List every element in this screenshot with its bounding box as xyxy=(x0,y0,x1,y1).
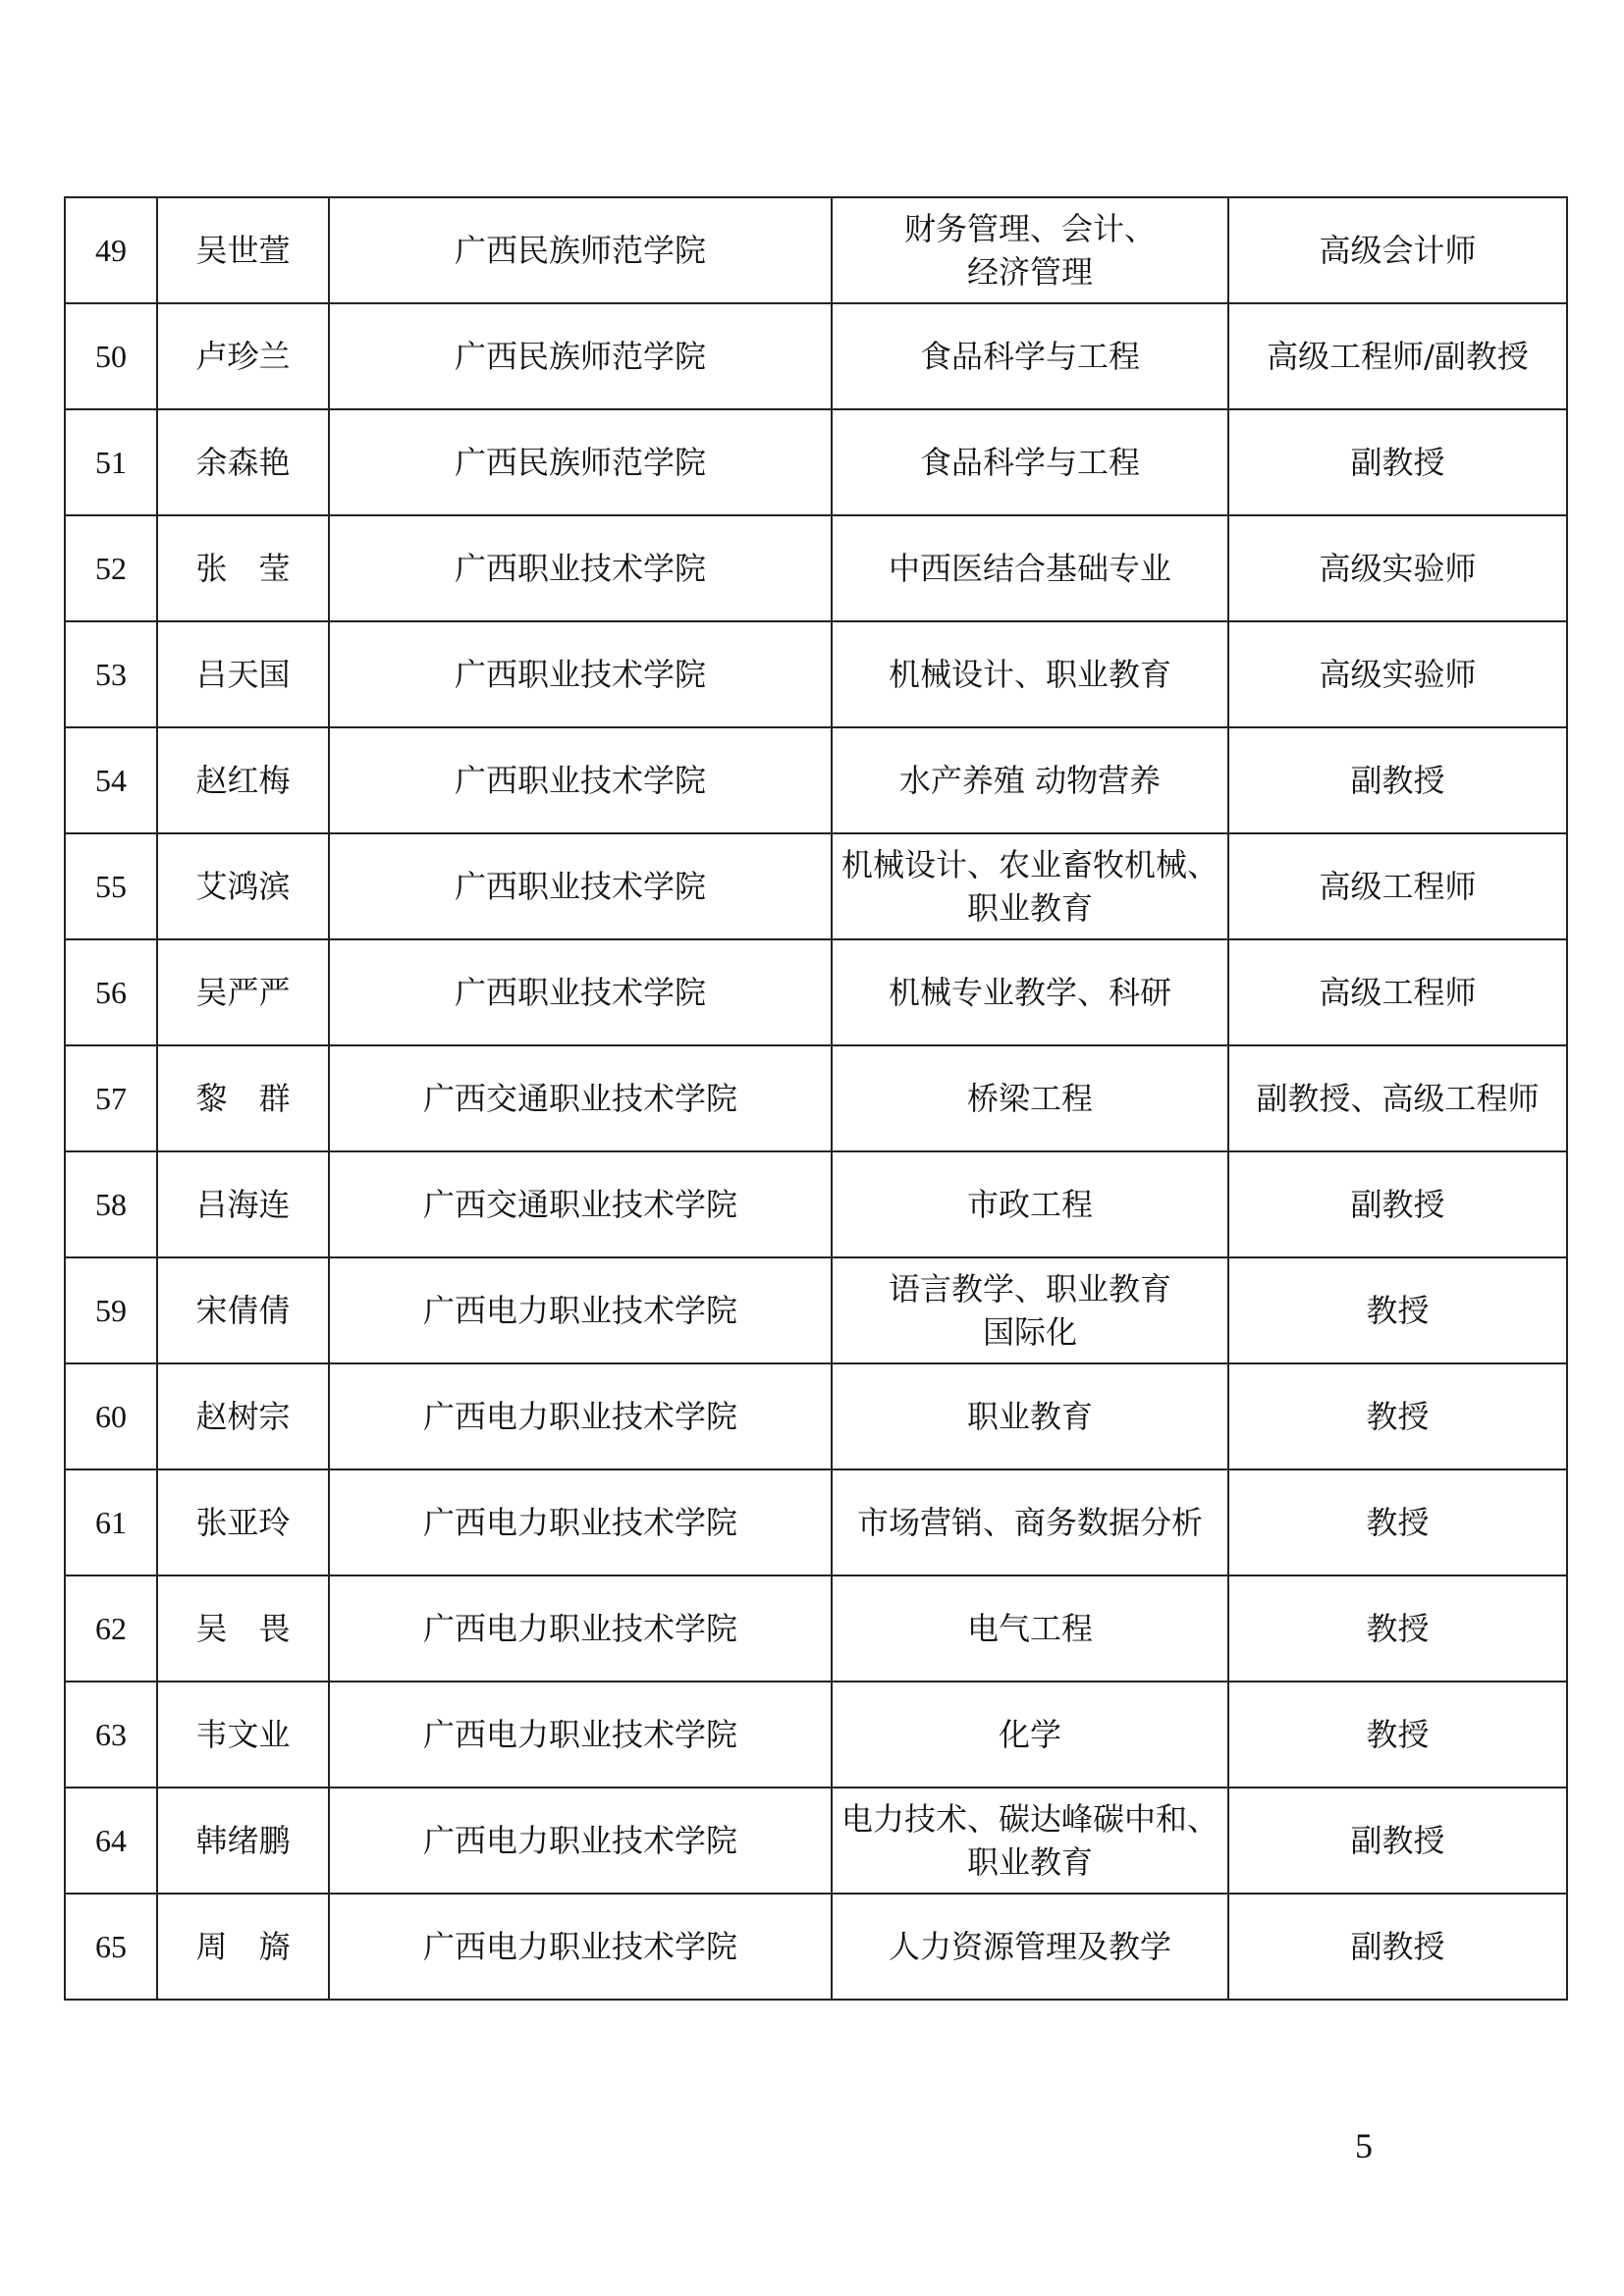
cell-specialty: 人力资源管理及教学 xyxy=(832,1894,1228,2000)
table-row xyxy=(65,621,1567,727)
cell-specialty: 电力技术、碳达峰碳中和、 职业教育 xyxy=(832,1788,1228,1894)
table-row xyxy=(65,1469,1567,1575)
cell-title: 高级会计师 xyxy=(1228,197,1567,303)
cell-number: 54 xyxy=(65,727,157,833)
table-row xyxy=(65,1363,1567,1469)
page-number: 5 xyxy=(1355,2126,1373,2165)
cell-specialty: 电气工程 xyxy=(832,1575,1228,1682)
cell-title: 教授 xyxy=(1228,1257,1567,1363)
cell-title: 高级工程师/副教授 xyxy=(1228,303,1567,409)
table-row xyxy=(65,1682,1567,1788)
table-row xyxy=(65,197,1567,303)
cell-specialty: 财务管理、会计、 经济管理 xyxy=(832,197,1228,303)
cell-specialty: 职业教育 xyxy=(832,1363,1228,1469)
cell-institution: 广西交通职业技术学院 xyxy=(329,1151,832,1257)
cell-number: 57 xyxy=(65,1045,157,1151)
cell-title: 副教授 xyxy=(1228,1788,1567,1894)
cell-name: 宋倩倩 xyxy=(157,1257,329,1363)
cell-title: 副教授 xyxy=(1228,409,1567,515)
cell-name: 韩绪鹏 xyxy=(157,1788,329,1894)
cell-specialty: 水产养殖 动物营养 xyxy=(832,727,1228,833)
table-row xyxy=(65,727,1567,833)
cell-institution: 广西民族师范学院 xyxy=(329,409,832,515)
cell-institution: 广西职业技术学院 xyxy=(329,833,832,939)
cell-specialty: 语言教学、职业教育 国际化 xyxy=(832,1257,1228,1363)
cell-name: 余森艳 xyxy=(157,409,329,515)
cell-number: 60 xyxy=(65,1363,157,1469)
cell-specialty: 桥梁工程 xyxy=(832,1045,1228,1151)
cell-institution: 广西电力职业技术学院 xyxy=(329,1788,832,1894)
cell-number: 63 xyxy=(65,1682,157,1788)
cell-institution: 广西交通职业技术学院 xyxy=(329,1045,832,1151)
cell-specialty: 食品科学与工程 xyxy=(832,409,1228,515)
cell-title: 副教授、高级工程师 xyxy=(1228,1045,1567,1151)
cell-specialty: 机械专业教学、科研 xyxy=(832,939,1228,1045)
cell-number: 65 xyxy=(65,1894,157,2000)
cell-name: 赵树宗 xyxy=(157,1363,329,1469)
cell-name: 张 莹 xyxy=(157,515,329,621)
cell-title: 副教授 xyxy=(1228,1151,1567,1257)
cell-number: 52 xyxy=(65,515,157,621)
cell-institution: 广西电力职业技术学院 xyxy=(329,1894,832,2000)
cell-title: 教授 xyxy=(1228,1682,1567,1788)
cell-institution: 广西电力职业技术学院 xyxy=(329,1257,832,1363)
cell-institution: 广西电力职业技术学院 xyxy=(329,1363,832,1469)
cell-institution: 广西职业技术学院 xyxy=(329,939,832,1045)
cell-name: 韦文业 xyxy=(157,1682,329,1788)
cell-name: 赵红梅 xyxy=(157,727,329,833)
cell-number: 62 xyxy=(65,1575,157,1682)
cell-title: 高级实验师 xyxy=(1228,621,1567,727)
cell-institution: 广西电力职业技术学院 xyxy=(329,1682,832,1788)
table-row xyxy=(65,1788,1567,1894)
cell-number: 53 xyxy=(65,621,157,727)
cell-number: 51 xyxy=(65,409,157,515)
table-row xyxy=(65,1894,1567,2000)
cell-specialty: 机械设计、农业畜牧机械、 职业教育 xyxy=(832,833,1228,939)
table-row xyxy=(65,833,1567,939)
cell-name: 吕海连 xyxy=(157,1151,329,1257)
cell-specialty: 中西医结合基础专业 xyxy=(832,515,1228,621)
cell-name: 周 旖 xyxy=(157,1894,329,2000)
cell-institution: 广西职业技术学院 xyxy=(329,621,832,727)
cell-name: 卢珍兰 xyxy=(157,303,329,409)
table-row xyxy=(65,1575,1567,1682)
cell-institution: 广西民族师范学院 xyxy=(329,303,832,409)
cell-name: 吴世萱 xyxy=(157,197,329,303)
table-row xyxy=(65,1151,1567,1257)
cell-title: 教授 xyxy=(1228,1363,1567,1469)
cell-name: 黎 群 xyxy=(157,1045,329,1151)
cell-number: 61 xyxy=(65,1469,157,1575)
cell-number: 56 xyxy=(65,939,157,1045)
cell-institution: 广西职业技术学院 xyxy=(329,727,832,833)
experts-table-body xyxy=(65,197,1567,2000)
table-row xyxy=(65,303,1567,409)
cell-title: 副教授 xyxy=(1228,1894,1567,2000)
cell-number: 58 xyxy=(65,1151,157,1257)
cell-number: 64 xyxy=(65,1788,157,1894)
cell-name: 张亚玲 xyxy=(157,1469,329,1575)
cell-name: 吴 畏 xyxy=(157,1575,329,1682)
cell-institution: 广西民族师范学院 xyxy=(329,197,832,303)
table-row xyxy=(65,515,1567,621)
cell-title: 高级实验师 xyxy=(1228,515,1567,621)
cell-title: 高级工程师 xyxy=(1228,833,1567,939)
table-row xyxy=(65,939,1567,1045)
cell-title: 副教授 xyxy=(1228,727,1567,833)
cell-number: 50 xyxy=(65,303,157,409)
cell-institution: 广西电力职业技术学院 xyxy=(329,1469,832,1575)
cell-specialty: 市政工程 xyxy=(832,1151,1228,1257)
cell-number: 59 xyxy=(65,1257,157,1363)
table-row xyxy=(65,1257,1567,1363)
cell-title: 教授 xyxy=(1228,1575,1567,1682)
cell-name: 艾鸿滨 xyxy=(157,833,329,939)
cell-institution: 广西电力职业技术学院 xyxy=(329,1575,832,1682)
cell-institution: 广西职业技术学院 xyxy=(329,515,832,621)
cell-name: 吕天国 xyxy=(157,621,329,727)
cell-name: 吴严严 xyxy=(157,939,329,1045)
cell-number: 55 xyxy=(65,833,157,939)
experts-table xyxy=(64,196,1568,2001)
cell-specialty: 食品科学与工程 xyxy=(832,303,1228,409)
cell-title: 教授 xyxy=(1228,1469,1567,1575)
cell-title: 高级工程师 xyxy=(1228,939,1567,1045)
cell-specialty: 化学 xyxy=(832,1682,1228,1788)
cell-specialty: 机械设计、职业教育 xyxy=(832,621,1228,727)
cell-number: 49 xyxy=(65,197,157,303)
cell-specialty: 市场营销、商务数据分析 xyxy=(832,1469,1228,1575)
table-row xyxy=(65,1045,1567,1151)
table-row xyxy=(65,409,1567,515)
